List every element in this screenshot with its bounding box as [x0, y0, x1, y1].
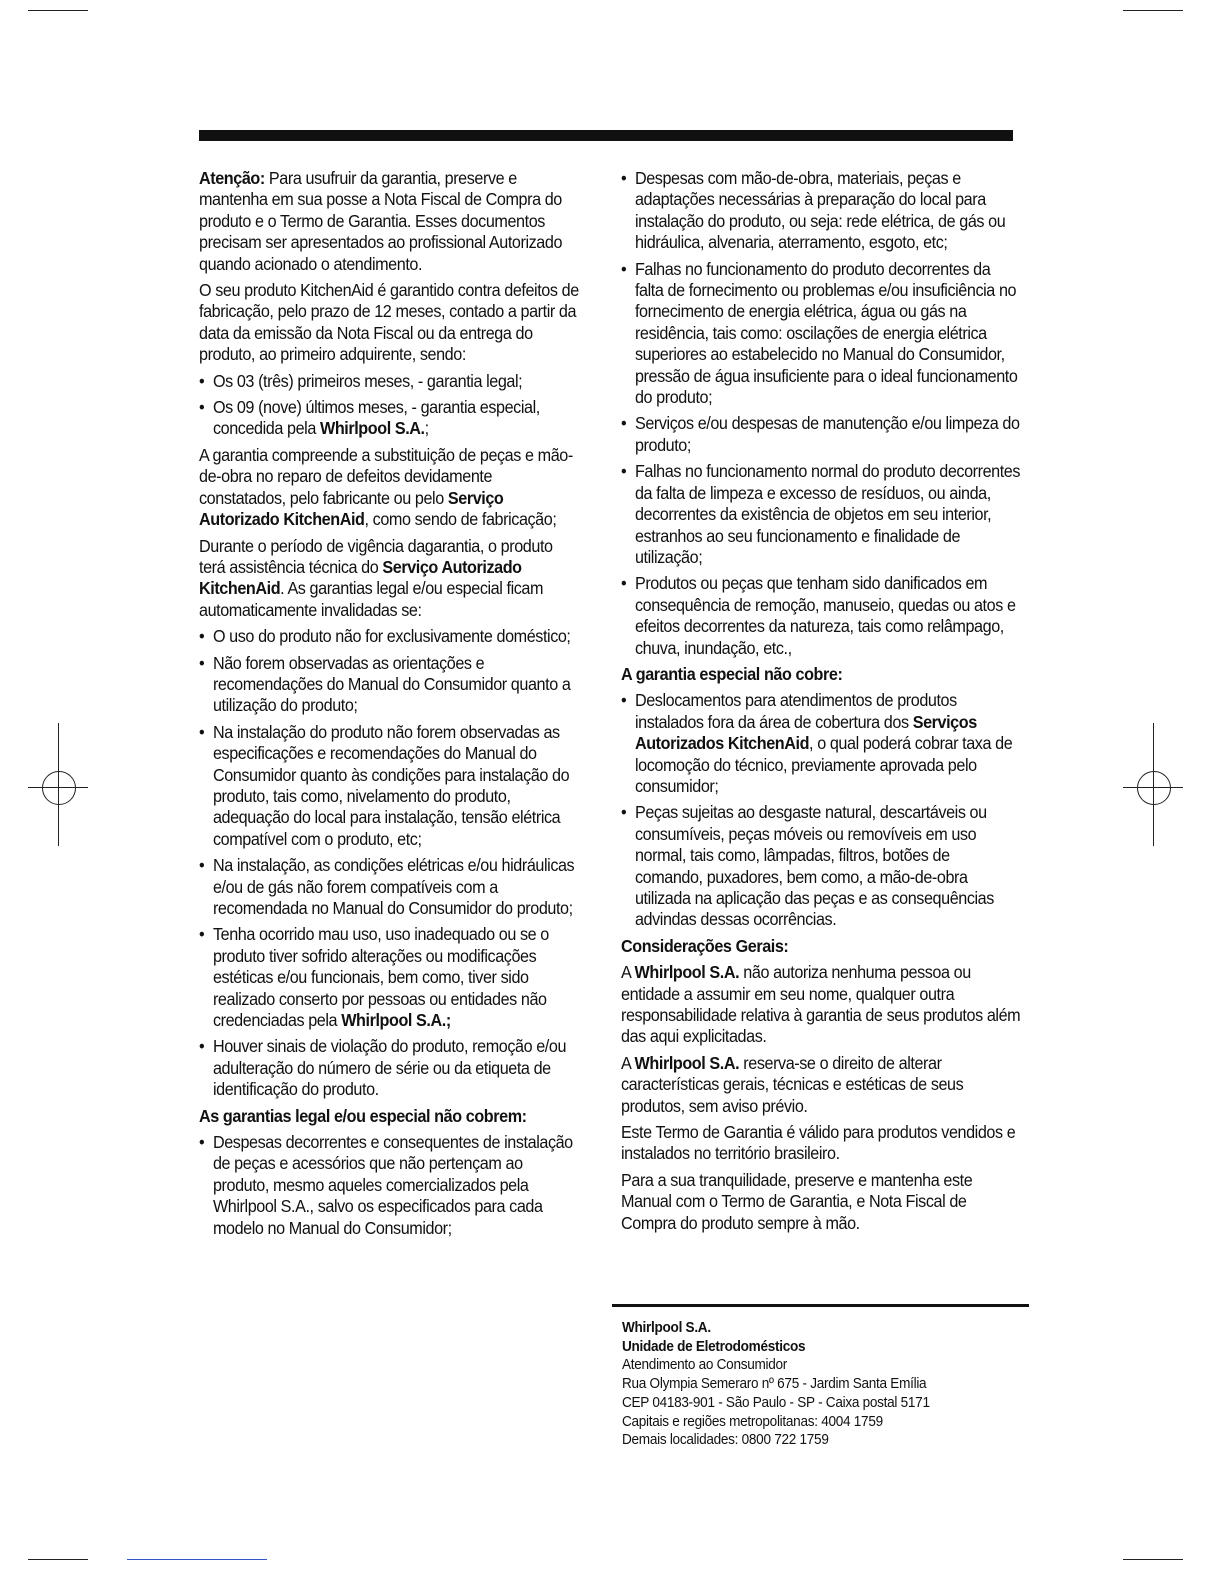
registration-mark-left-circle [42, 771, 76, 805]
general-text: reserva-se o direito de alterar características gerais, técnicas e estéticas de seus produtos, sem aviso prévio. [621, 1052, 964, 1116]
warranty-period-list [199, 371, 582, 440]
list-item-text: Houver sinais de violação do produto, remoção e/ou adulteração do número de série ou da etiqueta de identificação do produto. [212, 1036, 567, 1100]
list-item [621, 802, 1021, 930]
general-paragraph: Este Termo de Garantia é válido para produtos vendidos e instalados no território brasileiro. [621, 1122, 1016, 1164]
general-text: não autoriza nenhuma pessoa ou entidade a assumir em seu nome, qualquer outra responsabilidade relativa à garantia de seus produtos além das aqui explicitadas. [621, 962, 1021, 1047]
list-item [199, 371, 582, 392]
footer-rule [612, 1304, 1029, 1307]
list-item-bold: Whirlpool S.A.; [341, 1010, 451, 1031]
list-item-text: Despesas com mão-de-obra, materiais, peças e adaptações necessárias à preparação do local para instalação do produto, ou seja: rede elétrica, de gás ou hidráulica, alvenaria, aterramento, esgoto, etc; [634, 168, 1006, 253]
list-item [199, 855, 582, 919]
list-item [199, 924, 582, 1031]
general-paragraph: Para a sua tranquilidade, preserve e mantenha este Manual com o Termo de Garantia, e Nota Fiscal de Compra do produto sempre à mão. [621, 1169, 973, 1233]
list-item-text: Os 09 (nove) últimos meses, - garantia especial, concedida pela [212, 397, 540, 439]
bottom-underline [127, 1559, 267, 1560]
general-paragraph [621, 962, 1021, 1048]
general-bold: Whirlpool S.A. [634, 1052, 740, 1073]
list-item-text: Produtos ou peças que tenham sido danificados em consequência de remoção, manuseio, quedas ou atos e efeitos decorrentes da natureza, tais como relâmpago, chuva, inundação, etc., [634, 573, 1016, 658]
special-warranty-list [621, 690, 1021, 930]
warranty-intro-paragraph: O seu produto KitchenAid é garantido contra defeitos de fabricação, pelo prazo de 12 meses, contado a partir da data da emissão da Nota Fiscal ou da entrega do produto, ao primeiro adquirente, sendo: [199, 280, 579, 365]
company-cep: CEP 04183-901 - São Paulo - SP - Caixa postal 5171 [622, 1394, 930, 1411]
attention-paragraph [199, 168, 582, 275]
coverage-text: A garantia compreende a substituição de peças e mão-de-obra no reparo de defeitos devidamente constatados, pelo fabricante ou pelo [199, 444, 573, 508]
list-item [621, 461, 1021, 568]
general-text: A [621, 1052, 635, 1073]
general-considerations-heading: Considerações Gerais: [621, 935, 789, 956]
registration-mark-right-circle [1137, 771, 1171, 805]
crop-mark-bottom-left [28, 1559, 88, 1560]
not-covered-list-continued [621, 168, 1021, 659]
list-item-text: Tenha ocorrido mau uso, uso inadequado ou se o produto tiver sofrido alterações ou modificações estéticas e/ou funcionais, bem como, tiver sido realizado conserto por pessoas ou entidades não credenciadas pela [212, 924, 549, 1031]
left-column [199, 168, 582, 1244]
list-item-text: Despesas decorrentes e consequentes de instalação de peças e acessórios que não pertençam ao produto, mesmo aqueles comercializados pela Whirlpool S.A., salvo os especificados para cada modelo no Manual do Consumidor; [212, 1132, 573, 1238]
validity-paragraph [199, 536, 582, 622]
list-item-text: Serviços e/ou despesas de manutenção e/ou limpeza do produto; [634, 413, 1020, 455]
coverage-bold: Serviço Autorizado KitchenAid [199, 487, 504, 530]
validity-text: Durante o período de vigência dagarantia, o produto terá assistência técnica do [199, 535, 553, 577]
company-unit: Unidade de Eletrodomésticos [622, 1338, 806, 1355]
header-rule [199, 130, 1013, 141]
coverage-text-after: , como sendo de fabricação; [364, 509, 557, 530]
list-item [199, 722, 582, 850]
invalidation-list [199, 626, 582, 1101]
not-covered-list [199, 1132, 582, 1239]
general-paragraph [621, 1053, 1021, 1117]
list-item [621, 690, 1021, 797]
general-bold: Whirlpool S.A. [634, 962, 740, 983]
list-item-text: O uso do produto não for exclusivamente doméstico; [212, 626, 571, 647]
list-item-text: Não forem observadas as orientações e recomendações do Manual do Consumidor quanto a utilização do produto; [212, 652, 571, 716]
phone-others: Demais localidades: 0800 722 1759 [622, 1432, 829, 1449]
list-item-text: Falhas no funcionamento do produto decorrentes da falta de fornecimento ou problemas e/ou insuficiência no fornecimento de energia elétrica, água ou gás na residência, tais como: oscilações de energia elétrica superiores ao estabelecido no Manual do Consumidor, pressão de água insuficiente para o ideal funcionamento do produto; [634, 258, 1018, 408]
crop-mark-top-left [28, 10, 88, 11]
list-item [199, 653, 582, 717]
list-item [621, 259, 1021, 409]
company-name: Whirlpool S.A. [622, 1320, 711, 1336]
company-address: Rua Olympia Semeraro nº 675 - Jardim Santa Emília [622, 1376, 927, 1393]
list-item [621, 168, 1021, 254]
validity-text-after: . As garantias legal e/ou especial ficam automaticamente invalidadas se: [199, 578, 544, 620]
company-contact-block [622, 1319, 930, 1450]
customer-service: Atendimento ao Consumidor [622, 1357, 788, 1374]
list-item [621, 573, 1021, 659]
list-item-bold: Serviços Autorizados KitchenAid [634, 711, 977, 754]
validity-bold: Serviço Autorizado KitchenAid [199, 556, 522, 599]
attention-label: Atenção: [199, 168, 265, 188]
crop-mark-bottom-right [1123, 1559, 1183, 1560]
list-item-text: Peças sujeitas ao desgaste natural, descartáveis ou consumíveis, peças móveis ou removíveis em uso normal, tais como, lâmpadas, filtros, botões de comando, puxadores, bem como, a mão-de-obra utilizada na aplicação das peças e as consequências advindas dessas ocorrências. [634, 802, 994, 930]
list-item [199, 1132, 582, 1239]
list-item-bold: Whirlpool S.A. [319, 418, 425, 439]
right-column [621, 168, 1021, 1239]
list-item-text: Na instalação, as condições elétricas e/ou hidráulicas e/ou de gás não forem compatíveis com a recomendada no Manual do Consumidor do produto; [212, 855, 575, 918]
list-item-text: , o qual poderá cobrar taxa de locomoção do técnico, previamente aprovada pelo consumidor; [634, 733, 1013, 796]
not-covered-heading: As garantias legal e/ou especial não cobrem: [199, 1105, 527, 1126]
list-item [199, 1036, 582, 1100]
list-item [199, 626, 582, 647]
crop-mark-top-right [1123, 10, 1183, 11]
list-item-text: Os 03 (três) primeiros meses, - garantia legal; [212, 370, 523, 391]
list-item [199, 397, 582, 440]
list-item [621, 413, 1021, 456]
list-item-text: ; [424, 418, 429, 439]
general-text: A [621, 962, 635, 983]
special-warranty-heading: A garantia especial não cobre: [621, 663, 843, 684]
list-item-text: Falhas no funcionamento normal do produto decorrentes da falta de limpeza e excesso de resíduos, ou ainda, decorrentes da existência de objetos em seu interior, estranhos ao seu funcionamento e finalidade de utilização; [634, 461, 1021, 567]
list-item-text: Na instalação do produto não forem observadas as especificações e recomendações do Manual do Consumidor quanto às condições para instalação do produto, tais como, nivelamento do produto, adequação do local para instalação, tensão elétrica compatível com o produto, etc; [212, 721, 570, 849]
attention-text: Para usufruir da garantia, preserve e mantenha em sua posse a Nota Fiscal de Compra do produto e o Termo de Garantia. Esses documentos precisam ser apresentados ao profissional Autorizado quando acionado o atendimento. [199, 168, 563, 274]
phone-capitals: Capitais e regiões metropolitanas: 4004 1759 [622, 1413, 883, 1430]
coverage-paragraph [199, 445, 582, 531]
list-item-text: Deslocamentos para atendimentos de produtos instalados fora da área de cobertura dos [634, 690, 957, 732]
